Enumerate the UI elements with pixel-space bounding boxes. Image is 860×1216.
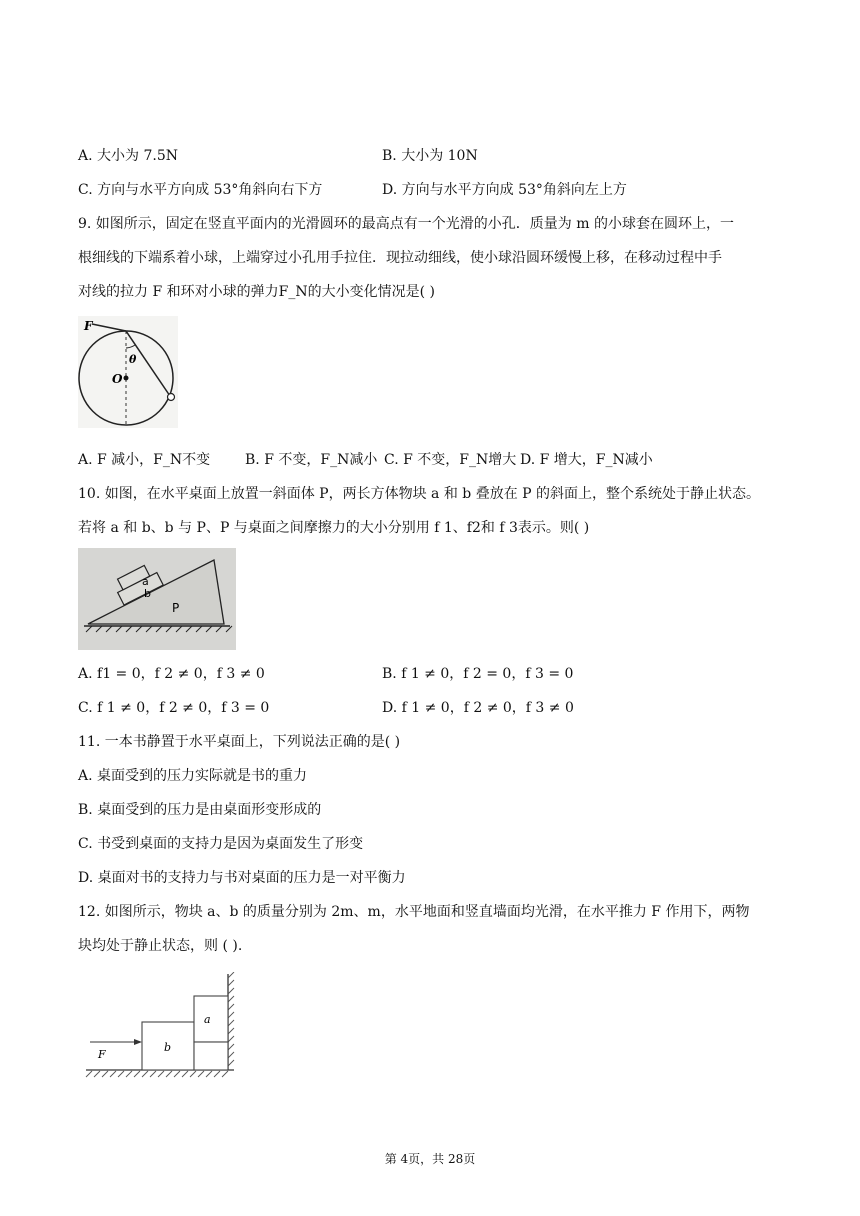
q9-option-c: C. F 不变，F_N增大	[384, 452, 517, 468]
q8-option-a: A. 大小为 7.5N	[78, 148, 178, 164]
q10-incline-figure	[78, 548, 236, 650]
q10-wedge-p-label: P	[172, 601, 180, 615]
q9-ring-figure	[78, 316, 178, 428]
q9-stem-line-2: 根细线的下端系着小球，上端穿过小孔用手拉住．现拉动细线，使小球沿圆环缓慢上移，在移动过程中手	[78, 250, 722, 266]
q9-stem-line-1: 9. 如图所示，固定在竖直平面内的光滑圆环的最高点有一个光滑的小孔．质量为 m 的小球套在圆环上，一	[78, 216, 734, 232]
q9-option-b: B. F 不变，F_N减小	[245, 452, 378, 468]
q8-option-c: C. 方向与水平方向成 53°角斜向右下方	[78, 182, 323, 198]
q11-stem: 11. 一本书静置于水平桌面上，下列说法正确的是( )	[78, 734, 401, 750]
q12-force-label: F	[98, 1048, 106, 1061]
q9-center-label: O	[112, 372, 123, 386]
q10-option-a: A. f1 = 0，f 2 ≠ 0，f 3 ≠ 0	[78, 666, 265, 682]
q10-block-b-label: b	[144, 587, 151, 600]
q10-option-c: C. f 1 ≠ 0，f 2 ≠ 0，f 3 = 0	[78, 700, 270, 716]
q12-stem-line-1: 12. 如图所示，物块 a、b 的质量分别为 2m、m，水平地面和竖直墙面均光滑，在水平推力 F 作用下，两物	[78, 904, 750, 920]
q9-angle-label: θ	[129, 353, 137, 366]
q11-option-c: C. 书受到桌面的支持力是因为桌面发生了形变	[78, 836, 364, 852]
q10-option-b: B. f 1 ≠ 0，f 2 = 0，f 3 = 0	[382, 666, 574, 682]
q12-block-a-label: a	[204, 1013, 211, 1026]
q11-option-d: D. 桌面对书的支持力与书对桌面的压力是一对平衡力	[78, 870, 406, 886]
q9-option-d: D. F 增大，F_N减小	[520, 452, 653, 468]
q10-stem-line-1: 10. 如图，在水平桌面上放置一斜面体 P，两长方体物块 a 和 b 叠放在 P 的斜面上，整个系统处于静止状态。	[78, 486, 761, 502]
q12-block-b-label: b	[164, 1041, 172, 1054]
q10-stem-line-2: 若将 a 和 b、b 与 P、P 与桌面之间摩擦力的大小分别用 f 1、f2和 f 3表示。则( )	[78, 520, 590, 536]
q8-option-d: D. 方向与水平方向成 53°角斜向左上方	[382, 182, 627, 198]
q10-block-a-label: a	[142, 575, 149, 588]
q9-force-label: F	[84, 319, 93, 333]
q12-stem-line-2: 块均处于静止状态，则 ( ).	[78, 938, 243, 954]
q12-blocks-figure	[84, 972, 240, 1084]
page-number-footer: 第 4页，共 28页	[384, 1152, 476, 1166]
q11-option-b: B. 桌面受到的压力是由桌面形变形成的	[78, 802, 322, 818]
q8-option-b: B. 大小为 10N	[382, 148, 478, 164]
q10-option-d: D. f 1 ≠ 0，f 2 ≠ 0，f 3 ≠ 0	[382, 700, 574, 716]
q9-stem-line-3: 对线的拉力 F 和环对小球的弹力F_N的大小变化情况是( )	[78, 284, 435, 300]
q11-option-a: A. 桌面受到的压力实际就是书的重力	[78, 768, 308, 784]
q9-option-a: A. F 减小，F_N不变	[78, 452, 211, 468]
